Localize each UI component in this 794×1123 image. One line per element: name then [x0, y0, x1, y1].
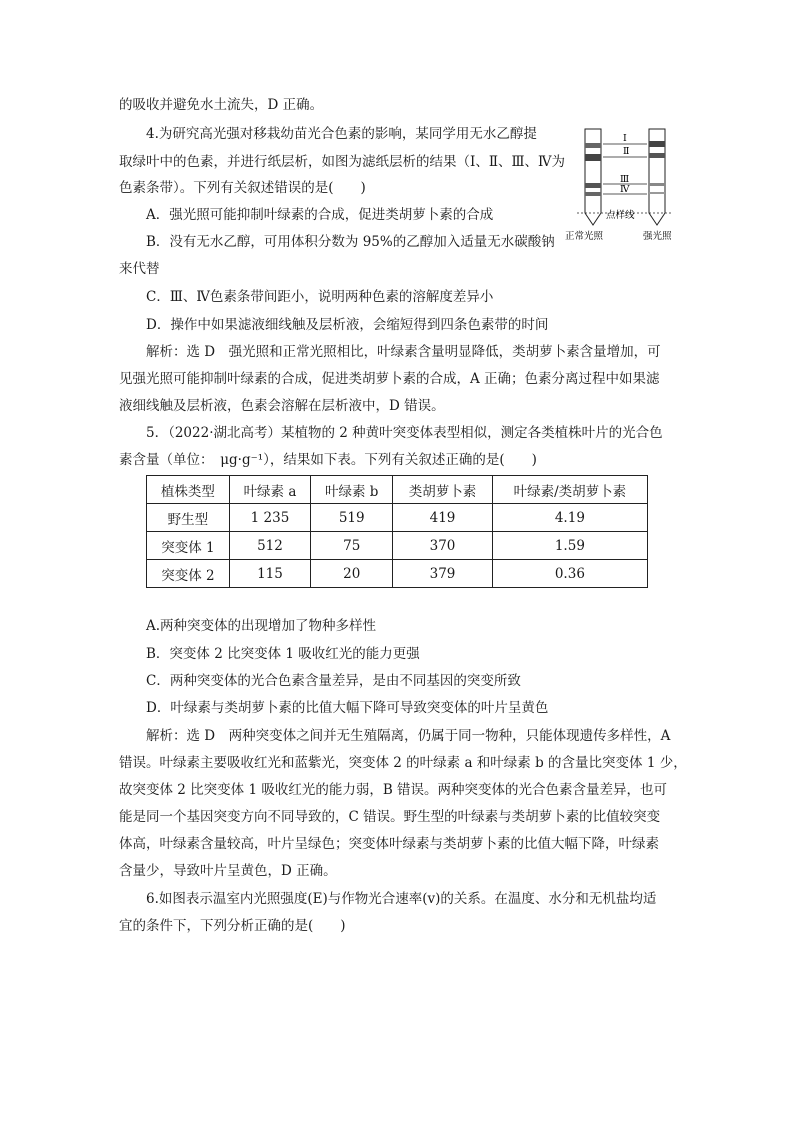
text-line: 的吸收并避免水土流失，D 正确。: [119, 97, 324, 113]
table-cell: 75: [311, 532, 393, 560]
question-4-option-b-cont: 来代替: [119, 261, 160, 277]
pigment-table: [146, 475, 648, 588]
question-4-stem: 色素条带）。下列有关叙述错误的是( ): [119, 180, 366, 196]
question-5-stem: 素含量（单位： μg·g⁻¹），结果如下表。下列有关叙述正确的是( ): [119, 452, 537, 468]
normal-light-label: 正常光照: [565, 231, 604, 242]
band-label-i: Ⅰ: [623, 133, 627, 144]
question-4-stem: 取绿叶中的色素，并进行纸层析，如图为滤纸层析的结果（Ⅰ、Ⅱ、Ⅲ、Ⅳ为: [119, 154, 566, 170]
answer-4-analysis: 见强光照可能抑制叶绿素的合成，促进类胡萝卜素的合成，A 正确；色素分离过程中如果滤: [119, 371, 660, 387]
table-header: 叶绿素 b: [311, 476, 393, 504]
answer-5-analysis: 错误。叶绿素主要吸收红光和蓝紫光，突变体 2 的叶绿素 a 和叶绿素 b 的含量比突变体 1 少，: [119, 755, 687, 771]
table-header: 植株类型: [147, 476, 230, 504]
answer-5-analysis: 故突变体 2 比突变体 1 吸收红光的能力弱，B 错误。两种突变体的光合色素含量差异，也可: [119, 782, 668, 798]
question-6-stem: 6.如图表示温室内光照强度(E)与作物光合速率(v)的关系。在温度、水分和无机盐均适: [146, 891, 657, 907]
answer-5-analysis: 解析：选 D 两种突变体之间并无生殖隔离，仍属于同一物种，只能体现遗传多样性，A: [146, 728, 671, 744]
table-row: [147, 532, 648, 560]
table-cell: 0.36: [492, 560, 647, 588]
table-header: 类胡萝卜素: [393, 476, 492, 504]
question-4-stem: 4.为研究高光强对移栽幼苗光合色素的影响，某同学用无水乙醇提: [146, 126, 537, 142]
table-row: [147, 504, 648, 532]
answer-4-analysis: 液细线触及层析液，色素会溶解在层析液中，D 错误。: [119, 398, 445, 414]
table-cell: 1.59: [492, 532, 647, 560]
question-4-option-c: C．Ⅲ、Ⅳ色素条带间距小，说明两种色素的溶解度差异小: [146, 289, 494, 305]
table-cell: 512: [229, 532, 310, 560]
question-5-stem: 5．（2022·湖北高考）某植物的 2 种黄叶突变体表型相似，测定各类植株叶片的光合色: [146, 425, 663, 441]
table-cell: 419: [393, 504, 492, 532]
origin-line-label: 点样线: [606, 210, 635, 221]
table-cell: 115: [229, 560, 310, 588]
strong-light-strip: [649, 129, 665, 225]
table-row: [147, 560, 648, 588]
table-cell: 20: [311, 560, 393, 588]
band-label-iii: Ⅲ: [620, 174, 630, 185]
question-5-option-a: A.两种突变体的出现增加了物种多样性: [146, 618, 377, 634]
strong-light-label: 强光照: [643, 231, 672, 242]
chromatography-figure: [563, 121, 713, 246]
table-cell: 519: [311, 504, 393, 532]
normal-light-strip: [585, 129, 601, 225]
band-label-ii: Ⅱ: [623, 146, 630, 157]
question-4-option-d: D．操作中如果滤液细线触及层析液，会缩短得到四条色素带的时间: [146, 317, 549, 333]
table-cell: 突变体 2: [147, 560, 230, 588]
question-4-option-b: B．没有无水乙醇，可用体积分数为 95%的乙醇加入适量无水碳酸钠: [146, 234, 555, 250]
table-cell: 379: [393, 560, 492, 588]
question-5-option-c: C．两种突变体的光合色素含量差异，是由不同基因的突变所致: [146, 673, 521, 689]
answer-5-analysis: 体高，叶绿素含量较高，叶片呈绿色；突变体叶绿素与类胡萝卜素的比值大幅下降，叶绿素: [119, 836, 659, 852]
table-cell: 1 235: [229, 504, 310, 532]
table-header: 叶绿素/类胡萝卜素: [492, 476, 647, 504]
question-5-option-d: D．叶绿素与类胡萝卜素的比值大幅下降可导致突变体的叶片呈黄色: [146, 700, 549, 716]
question-4-option-a: A．强光照可能抑制叶绿素的合成，促进类胡萝卜素的合成: [146, 207, 494, 223]
question-6-stem: 宜的条件下，下列分析正确的是( ): [119, 918, 346, 934]
answer-4-analysis: 解析：选 D 强光照和正常光照相比，叶绿素含量明显降低，类胡萝卜素含量增加，可: [146, 344, 661, 360]
table-cell: 野生型: [147, 504, 230, 532]
answer-5-analysis: 能是同一个基因突变方向不同导致的，C 错误。野生型的叶绿素与类胡萝卜素的比值较突变: [119, 809, 661, 825]
answer-5-analysis: 含量少，导致叶片呈黄色，D 正确。: [119, 863, 337, 879]
table-cell: 370: [393, 532, 492, 560]
table-header-row: [147, 476, 648, 504]
table-cell: 突变体 1: [147, 532, 230, 560]
band-label-iv: Ⅳ: [620, 184, 630, 195]
table-header: 叶绿素 a: [229, 476, 310, 504]
table-cell: 4.19: [492, 504, 647, 532]
question-5-option-b: B．突变体 2 比突变体 1 吸收红光的能力更强: [146, 646, 420, 662]
